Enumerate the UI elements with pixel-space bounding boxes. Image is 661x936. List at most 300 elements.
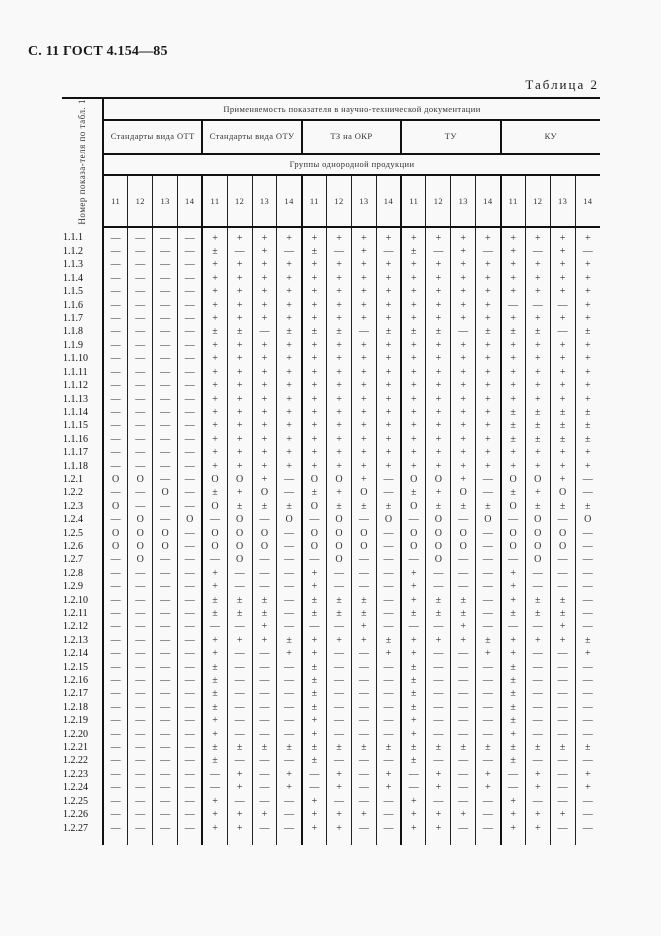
table-cell: + (426, 781, 451, 794)
table-cell: + (376, 433, 401, 446)
table-cell: — (227, 754, 252, 767)
table-cell: ± (501, 325, 526, 338)
table-cell: — (501, 781, 526, 794)
table-cell: + (401, 393, 426, 406)
table-cell: + (327, 379, 352, 392)
table-cell: — (202, 553, 227, 566)
table-cell: — (252, 754, 277, 767)
table-cell: + (451, 634, 476, 647)
table-cell: — (525, 620, 550, 633)
table-cell: — (128, 446, 153, 459)
subgroup-header: 12 (426, 175, 451, 227)
subgroup-header: 14 (476, 175, 501, 227)
table-cell: + (575, 460, 600, 473)
table-cell: + (202, 406, 227, 419)
table-cell: ± (227, 607, 252, 620)
table-cell: — (302, 513, 327, 526)
table-row (62, 325, 600, 338)
table-cell: — (128, 714, 153, 727)
table-cell: — (451, 795, 476, 808)
table-cell: + (376, 393, 401, 406)
table-cell: — (153, 245, 178, 258)
table-cell: — (575, 754, 600, 767)
table-cell: — (351, 754, 376, 767)
table-cell: + (476, 227, 501, 245)
table-cell: — (178, 299, 203, 312)
table-cell: + (575, 312, 600, 325)
table-cell: — (451, 701, 476, 714)
table-cell: — (550, 781, 575, 794)
table-cell: + (525, 285, 550, 298)
table-cell: + (327, 258, 352, 271)
table-cell: О (451, 540, 476, 553)
table-cell: + (401, 647, 426, 660)
table-cell: — (153, 768, 178, 781)
table-cell: + (202, 647, 227, 660)
table-row (62, 272, 600, 285)
table-cell: + (351, 339, 376, 352)
table-cell: + (202, 795, 227, 808)
table-cell: + (451, 460, 476, 473)
table-cell: + (550, 634, 575, 647)
table-cell: + (376, 227, 401, 245)
table-cell: + (451, 620, 476, 633)
table-cell: — (227, 687, 252, 700)
table-cell: О (525, 527, 550, 540)
table-cell: + (426, 285, 451, 298)
table-cell: + (401, 406, 426, 419)
table-cell: — (153, 661, 178, 674)
table-cell: — (376, 620, 401, 633)
table-cell: + (227, 258, 252, 271)
table-cell: — (178, 594, 203, 607)
table-cell: + (575, 379, 600, 392)
table-cell: — (277, 580, 302, 593)
table-cell: + (501, 285, 526, 298)
table-cell: + (302, 339, 327, 352)
table-cell: ± (525, 500, 550, 513)
table-cell: + (451, 406, 476, 419)
table-cell: + (277, 312, 302, 325)
table-cell: + (302, 272, 327, 285)
table-cell: — (376, 527, 401, 540)
table-cell: — (351, 714, 376, 727)
table-cell: — (476, 486, 501, 499)
subgroup-header: 11 (401, 175, 426, 227)
table-cell: — (110, 634, 121, 646)
table-cell: — (277, 701, 302, 714)
table-cell: — (178, 822, 203, 845)
table-cell: — (451, 822, 476, 845)
table-cell: — (128, 325, 153, 338)
table-row (62, 227, 600, 245)
table-cell: + (550, 339, 575, 352)
row-number: 1.2.19 (62, 714, 103, 727)
table-cell: ± (575, 406, 600, 419)
table-cell: ± (525, 741, 550, 754)
table-cell: — (327, 620, 352, 633)
table-cell: + (426, 339, 451, 352)
table-cell: + (426, 768, 451, 781)
table-cell: + (476, 419, 501, 432)
table-cell: — (252, 513, 277, 526)
table-cell: — (525, 299, 550, 312)
table-cell: — (252, 325, 277, 338)
table-cell: + (252, 446, 277, 459)
table-cell: — (128, 795, 153, 808)
table-cell: — (327, 795, 352, 808)
table-cell: — (575, 714, 600, 727)
table-cell: — (575, 674, 600, 687)
table-cell: — (277, 795, 302, 808)
table-cell: + (351, 227, 376, 245)
table-cell: + (327, 419, 352, 432)
table-cell: — (153, 312, 178, 325)
table-cell: + (525, 446, 550, 459)
row-number: 1.1.16 (62, 433, 103, 446)
table-cell: ± (476, 325, 501, 338)
table-cell: + (277, 366, 302, 379)
table-cell: — (302, 620, 327, 633)
table-cell: — (227, 580, 252, 593)
table-cell: — (252, 687, 277, 700)
table-cell: — (525, 674, 550, 687)
table-cell: + (252, 393, 277, 406)
table-cell: — (128, 419, 153, 432)
table-cell: + (426, 227, 451, 245)
table-cell: — (252, 661, 277, 674)
table-cell: + (426, 419, 451, 432)
table-cell: + (476, 433, 501, 446)
table-cell: ± (302, 661, 327, 674)
table-cell: + (202, 312, 227, 325)
table-row (62, 795, 600, 808)
table-cell: — (401, 781, 426, 794)
table-cell: — (110, 246, 121, 258)
table-cell: — (550, 325, 575, 338)
table-cell: — (351, 687, 376, 700)
table-cell: + (550, 366, 575, 379)
table-cell: — (110, 688, 121, 700)
table-cell: — (227, 795, 252, 808)
table-cell: + (202, 227, 227, 245)
table-cell: — (227, 714, 252, 727)
table-cell: — (110, 675, 121, 687)
table-cell: + (252, 406, 277, 419)
table-cell: ± (202, 325, 227, 338)
table-cell: ± (575, 325, 600, 338)
table-cell: + (252, 299, 277, 312)
table-cell: + (451, 366, 476, 379)
table-cell: — (110, 380, 121, 392)
table-cell: + (401, 299, 426, 312)
table-cell: + (302, 227, 327, 245)
table-cell: ± (376, 634, 401, 647)
table-cell: — (153, 687, 178, 700)
row-number: 1.1.14 (62, 406, 103, 419)
table-cell: + (227, 768, 252, 781)
table-cell: ± (501, 714, 526, 727)
table-cell: + (525, 258, 550, 271)
row-number: 1.2.23 (62, 768, 103, 781)
table-row (62, 500, 600, 513)
table-cell: О (525, 553, 550, 566)
table-cell: + (351, 299, 376, 312)
table-cell: + (426, 634, 451, 647)
table-cell: ± (451, 594, 476, 607)
table-cell: — (376, 687, 401, 700)
table-cell: + (575, 227, 600, 245)
table-cell: — (153, 393, 178, 406)
table-cell: ± (575, 419, 600, 432)
table-cell: — (110, 581, 121, 593)
table-cell: + (302, 567, 327, 580)
table-cell: — (227, 674, 252, 687)
table-cell: — (153, 258, 178, 271)
table-cell: + (302, 285, 327, 298)
table-cell: — (351, 781, 376, 794)
table-cell: + (525, 312, 550, 325)
table-cell: — (252, 701, 277, 714)
table-cell: — (128, 822, 153, 845)
table-cell: + (501, 393, 526, 406)
table-cell: — (376, 701, 401, 714)
table-cell: + (327, 433, 352, 446)
table-cell: — (110, 393, 121, 405)
table-cell: + (302, 419, 327, 432)
table-cell: ± (277, 500, 302, 513)
table-cell: + (476, 393, 501, 406)
table-cell: + (277, 285, 302, 298)
table-cell: + (376, 446, 401, 459)
table-row (62, 728, 600, 741)
table-cell: — (550, 822, 575, 845)
table-cell: + (227, 433, 252, 446)
table-cell: — (525, 647, 550, 660)
table-cell: О (227, 473, 252, 486)
table-cell: — (525, 795, 550, 808)
table-cell: О (112, 540, 120, 552)
table-cell: — (451, 325, 476, 338)
table-cell: ± (401, 325, 426, 338)
table-cell: — (451, 513, 476, 526)
table-row (62, 527, 600, 540)
table-cell: + (550, 393, 575, 406)
table-cell: — (178, 339, 203, 352)
table-cell: + (451, 352, 476, 365)
table-cell: О (525, 540, 550, 553)
table-cell: + (501, 808, 526, 821)
table-cell: + (252, 634, 277, 647)
table-cell: — (376, 594, 401, 607)
table-cell: — (178, 580, 203, 593)
table-cell: О (351, 540, 376, 553)
table-cell: + (426, 808, 451, 821)
table-cell: + (451, 227, 476, 245)
row-number: 1.2.9 (62, 580, 103, 593)
table-cell: + (501, 460, 526, 473)
table-cell: — (110, 715, 121, 727)
table-cell: — (575, 567, 600, 580)
table-cell: — (128, 607, 153, 620)
table-cell: ± (351, 594, 376, 607)
table-cell: — (525, 567, 550, 580)
table-cell: + (227, 808, 252, 821)
table-cell: — (178, 553, 203, 566)
table-cell: ± (202, 607, 227, 620)
table-cell: — (128, 580, 153, 593)
table-cell: — (110, 272, 121, 284)
table-cell: — (351, 822, 376, 845)
table-cell: + (451, 299, 476, 312)
table-cell: — (277, 687, 302, 700)
table-cell: — (178, 312, 203, 325)
table-cell: + (501, 258, 526, 271)
row-number: 1.2.8 (62, 567, 103, 580)
table-cell: + (202, 285, 227, 298)
table-cell: + (277, 339, 302, 352)
table-cell: — (110, 366, 121, 378)
table-cell: О (451, 486, 476, 499)
table-cell: + (351, 634, 376, 647)
table-cell: + (277, 272, 302, 285)
table-cell: + (277, 647, 302, 660)
table-cell: — (178, 527, 203, 540)
table-cell: + (575, 393, 600, 406)
table-cell: — (476, 822, 501, 845)
table-cell: О (302, 540, 327, 553)
table-row (62, 299, 600, 312)
table-cell: — (575, 687, 600, 700)
table-cell: + (376, 272, 401, 285)
table-cell: О (327, 540, 352, 553)
table-cell: — (153, 325, 178, 338)
row-number: 1.2.27 (62, 822, 103, 845)
table-cell: ± (252, 741, 277, 754)
table-cell: — (351, 567, 376, 580)
table-cell: + (227, 486, 252, 499)
table-cell: — (153, 460, 178, 473)
table-cell: О (376, 513, 401, 526)
table-cell: — (277, 822, 302, 845)
table-cell: — (426, 647, 451, 660)
table-cell: — (153, 433, 178, 446)
table-cell: + (351, 620, 376, 633)
doc-type-header: ТЗ на ОКР (302, 120, 401, 153)
table-cell: ± (327, 607, 352, 620)
table-cell: + (302, 460, 327, 473)
table-cell: ± (401, 701, 426, 714)
table-cell: + (252, 620, 277, 633)
table-cell: + (302, 580, 327, 593)
table-cell: + (202, 822, 227, 845)
doc-type-header: КУ (501, 120, 601, 153)
table-cell: + (351, 393, 376, 406)
table-cell: — (501, 513, 526, 526)
table-cell: + (401, 379, 426, 392)
table-cell: — (110, 648, 121, 660)
table-cell: + (501, 227, 526, 245)
table-cell: — (501, 553, 526, 566)
subgroup-header: 14 (376, 175, 401, 227)
table-cell: — (178, 540, 203, 553)
table-cell: — (575, 728, 600, 741)
table-cell: ± (302, 486, 327, 499)
table-body (62, 227, 600, 845)
table-cell: + (227, 406, 252, 419)
table-cell: — (476, 580, 501, 593)
table-cell: + (476, 647, 501, 660)
table-cell: — (550, 701, 575, 714)
table-cell: + (227, 285, 252, 298)
table-cell: — (128, 808, 153, 821)
table-cell: ± (525, 406, 550, 419)
table-cell: + (327, 446, 352, 459)
row-number: 1.2.4 (62, 513, 103, 526)
table-cell: — (525, 728, 550, 741)
table-cell: + (327, 312, 352, 325)
table-cell: + (575, 781, 600, 794)
table-row (62, 647, 600, 660)
table-cell: — (110, 406, 121, 418)
table-cell: + (351, 285, 376, 298)
table-cell: + (302, 352, 327, 365)
table-cell: — (128, 768, 153, 781)
table-row (62, 366, 600, 379)
table-cell: + (351, 473, 376, 486)
table-cell: ± (451, 607, 476, 620)
table-cell: — (252, 553, 277, 566)
table-row (62, 460, 600, 473)
table-cell: — (110, 286, 121, 298)
table-cell: + (401, 366, 426, 379)
table-cell: — (451, 553, 476, 566)
table-cell: — (426, 754, 451, 767)
table-cell: — (476, 473, 501, 486)
table-cell: — (575, 661, 600, 674)
table-cell: — (128, 299, 153, 312)
table-cell: О (401, 473, 426, 486)
table-cell: + (426, 460, 451, 473)
table-cell: — (550, 513, 575, 526)
table-cell: — (550, 768, 575, 781)
table-cell: ± (302, 741, 327, 754)
row-number: 1.2.22 (62, 754, 103, 767)
table-cell: + (550, 352, 575, 365)
table-row (62, 754, 600, 767)
row-number: 1.1.2 (62, 245, 103, 258)
table-cell: + (501, 379, 526, 392)
table-cell: + (451, 339, 476, 352)
table-cell: + (227, 299, 252, 312)
table-cell: — (277, 567, 302, 580)
table-cell: — (153, 674, 178, 687)
table-cell: — (153, 795, 178, 808)
table-cell: О (277, 513, 302, 526)
table-cell: — (351, 553, 376, 566)
table-cell: — (501, 620, 526, 633)
table-cell: + (327, 781, 352, 794)
table-cell: — (128, 500, 153, 513)
table-cell: — (351, 580, 376, 593)
table-cell: + (401, 433, 426, 446)
table-cell: + (202, 299, 227, 312)
table-cell: + (426, 299, 451, 312)
table-cell: + (302, 647, 327, 660)
table-cell: + (401, 594, 426, 607)
table-cell: + (376, 460, 401, 473)
table-cell: + (327, 352, 352, 365)
